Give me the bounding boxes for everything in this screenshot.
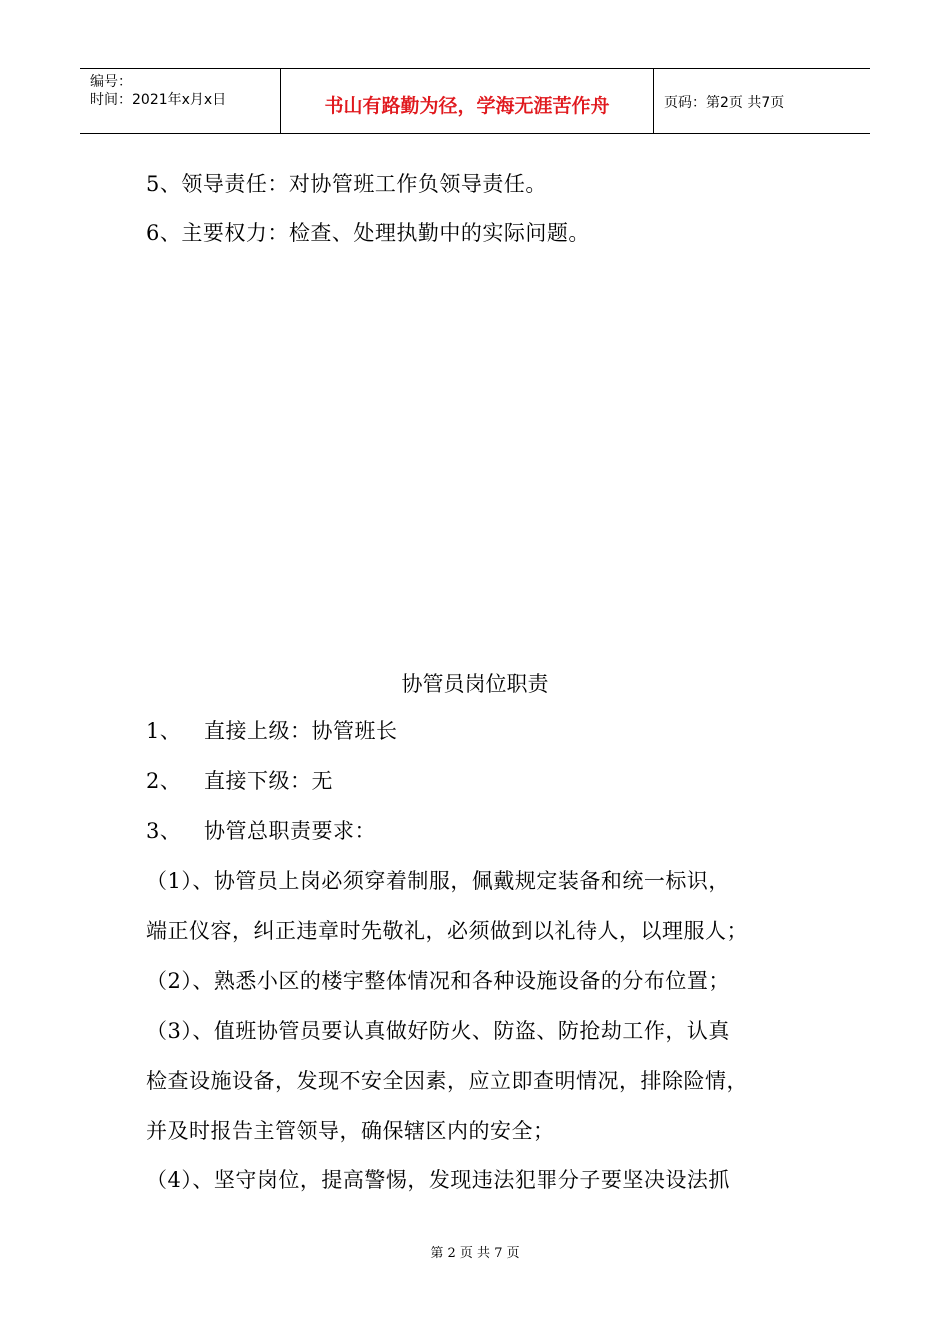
list-item-text: 协管总职责要求：: [204, 819, 376, 843]
document-header: [80, 68, 870, 134]
list-item-1: [146, 717, 398, 745]
list-item-3: [146, 817, 376, 845]
header-motto: 书山有路勤为径，学海无涯苦作舟: [324, 95, 610, 117]
list-item-text: 直接下级：无: [204, 769, 333, 793]
number-label: 编号：: [90, 74, 132, 90]
list-item-text: 直接上级：协管班长: [204, 719, 398, 743]
header-right-cell: [654, 69, 870, 133]
header-left-cell: [80, 69, 281, 133]
paragraph-line: （1）、协管员上岗必须穿着制服，佩戴规定装备和统一标识，: [146, 869, 730, 893]
list-item-2: [146, 767, 333, 795]
paragraph-line: 端正仪容，纠正违章时先敬礼，必须做到以礼待人，以理服人；: [146, 919, 748, 943]
header-middle-cell: [281, 69, 654, 133]
paragraph-line: 检查设施设备，发现不安全因素，应立即查明情况，排除险情，: [146, 1069, 748, 1093]
duty-line-5: 5、领导责任：对协管班工作负领导责任。: [146, 172, 547, 196]
list-item-number: 3、: [146, 819, 182, 843]
paragraph-line: （4）、坚守岗位，提高警惕，发现违法犯罪分子要坚决设法抓: [146, 1168, 730, 1192]
list-item-number: 1、: [146, 719, 182, 743]
list-item-number: 2、: [146, 769, 182, 793]
paragraph-line: （3）、值班协管员要认真做好防火、防盗、防抢劫工作，认真: [146, 1019, 730, 1043]
section-title: 协管员岗位职责: [401, 672, 549, 696]
page-info: 页码：第2页 共7页: [664, 95, 785, 111]
paragraph-line: （2）、熟悉小区的楼宇整体情况和各种设施设备的分布位置；: [146, 969, 730, 993]
time-label: 时间：2021年x月x日: [90, 92, 227, 108]
duty-line-6: 6、主要权力：检查、处理执勤中的实际问题。: [146, 221, 590, 245]
paragraph-line: 并及时报告主管领导，确保辖区内的安全；: [146, 1119, 555, 1143]
page-footer: 第 2 页 共 7 页: [430, 1246, 520, 1261]
